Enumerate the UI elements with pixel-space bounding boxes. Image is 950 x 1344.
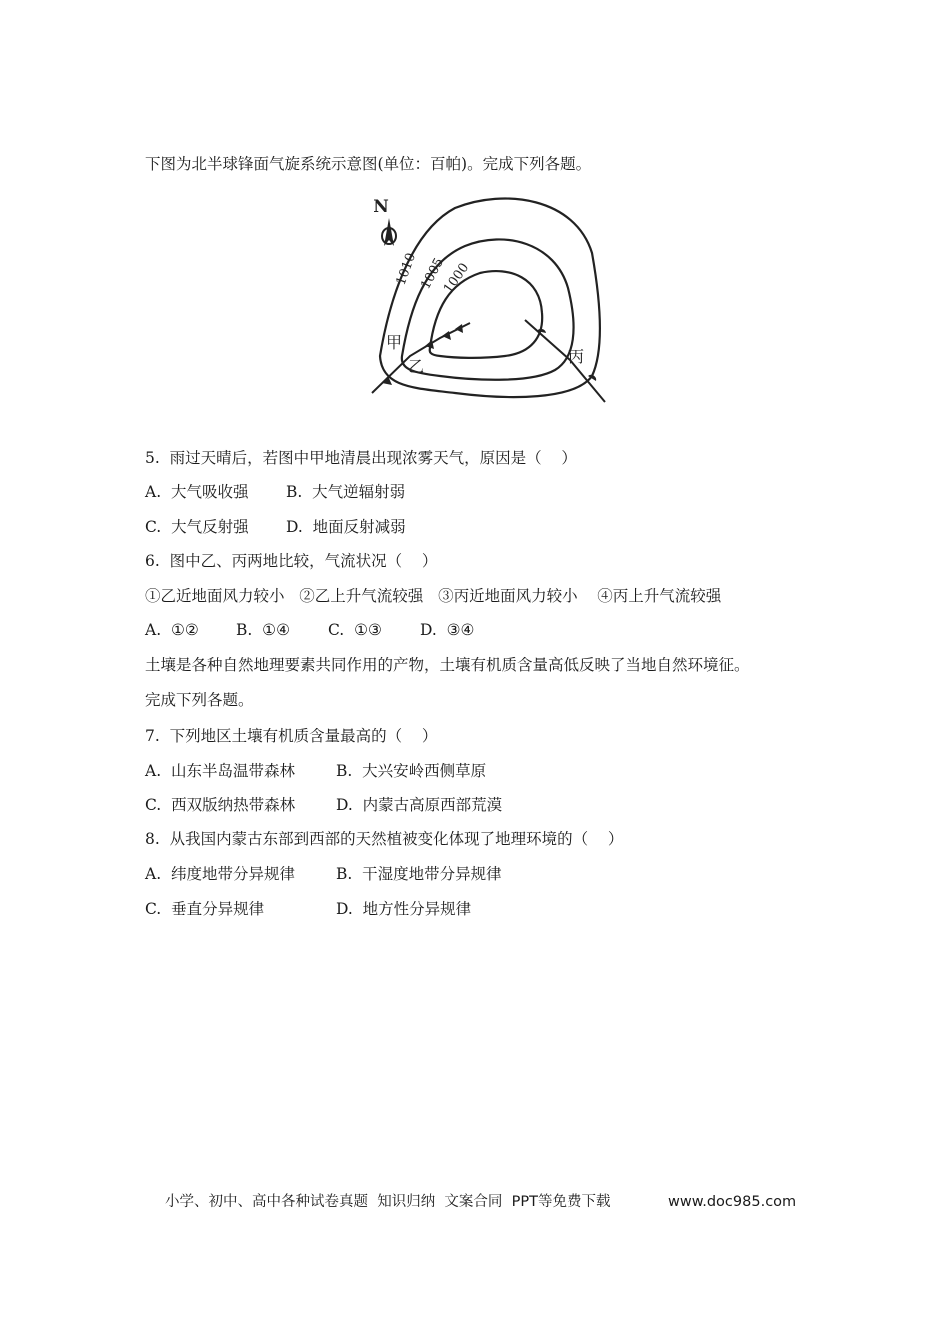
intro-text-1: 下图为北半球锋面气旋系统示意图(单位：百帕)。完成下列各题。 <box>145 155 592 173</box>
q8-option-c: C. 垂直分异规律 <box>145 900 265 918</box>
footer-website-link[interactable]: www.doc985.com <box>668 1194 797 1210</box>
q5-option-a: A. 大气吸收强 <box>145 483 249 501</box>
isobar-label-1010: 1010 <box>393 251 420 288</box>
q7-option-d: D. 内蒙古高原西部荒漠 <box>336 796 503 814</box>
question-6-stem: 6. 图中乙、丙两地比较，气流状况（ ） <box>145 552 438 570</box>
q6-option-a: A. ①② <box>145 621 199 639</box>
q7-option-a: A. 山东半岛温带森林 <box>145 762 295 780</box>
intro-text-2-line2: 完成下列各题。 <box>145 691 254 709</box>
place-jia: 甲 <box>386 333 403 352</box>
north-arrow-icon <box>373 197 396 246</box>
q6-statements: ①乙近地面风力较小 ②乙上升气流较强 ③丙近地面风力较小 ④丙上升气流较强 <box>145 587 722 605</box>
isobar-label-1005: 1005 <box>418 255 448 292</box>
q8-option-a: A. 纬度地带分异规律 <box>145 865 295 883</box>
q5-option-b: B. 大气逆辐射弱 <box>286 483 406 501</box>
q8-option-d: D. 地方性分异规律 <box>336 900 472 918</box>
q7-option-b: B. 大兴安岭西侧草原 <box>336 762 487 780</box>
isobar-1005 <box>402 239 574 379</box>
frontal-cyclone-figure <box>330 188 620 414</box>
q7-option-c: C. 西双版纳热带森林 <box>145 796 296 814</box>
question-7-stem: 7. 下列地区土壤有机质含量最高的（ ） <box>145 727 438 745</box>
q6-option-b: B. ①④ <box>236 621 290 639</box>
place-bing: 丙 <box>568 347 585 366</box>
north-label: N <box>373 197 389 217</box>
footer-text: 小学、初中、高中各种试卷真题 知识归纳 文案合同 PPT等免费下载 <box>165 1194 611 1210</box>
q5-option-d: D. 地面反射减弱 <box>286 518 406 536</box>
place-yi: 乙 <box>408 357 425 376</box>
q8-option-b: B. 干湿度地带分异规律 <box>336 865 502 883</box>
q6-option-c: C. ①③ <box>328 621 382 639</box>
q5-option-c: C. 大气反射强 <box>145 518 249 536</box>
intro-text-2-line1: 土壤是各种自然地理要素共同作用的产物，土壤有机质含量高低反映了当地自然环境征。 <box>145 656 750 674</box>
isobar-label-1000: 1000 <box>440 260 473 297</box>
question-8-stem: 8. 从我国内蒙古东部到西部的天然植被变化体现了地理环境的（ ） <box>145 830 624 848</box>
q6-option-d: D. ③④ <box>420 621 475 639</box>
question-5-stem: 5. 雨过天晴后，若图中甲地清晨出现浓雾天气，原因是（ ） <box>145 449 577 467</box>
